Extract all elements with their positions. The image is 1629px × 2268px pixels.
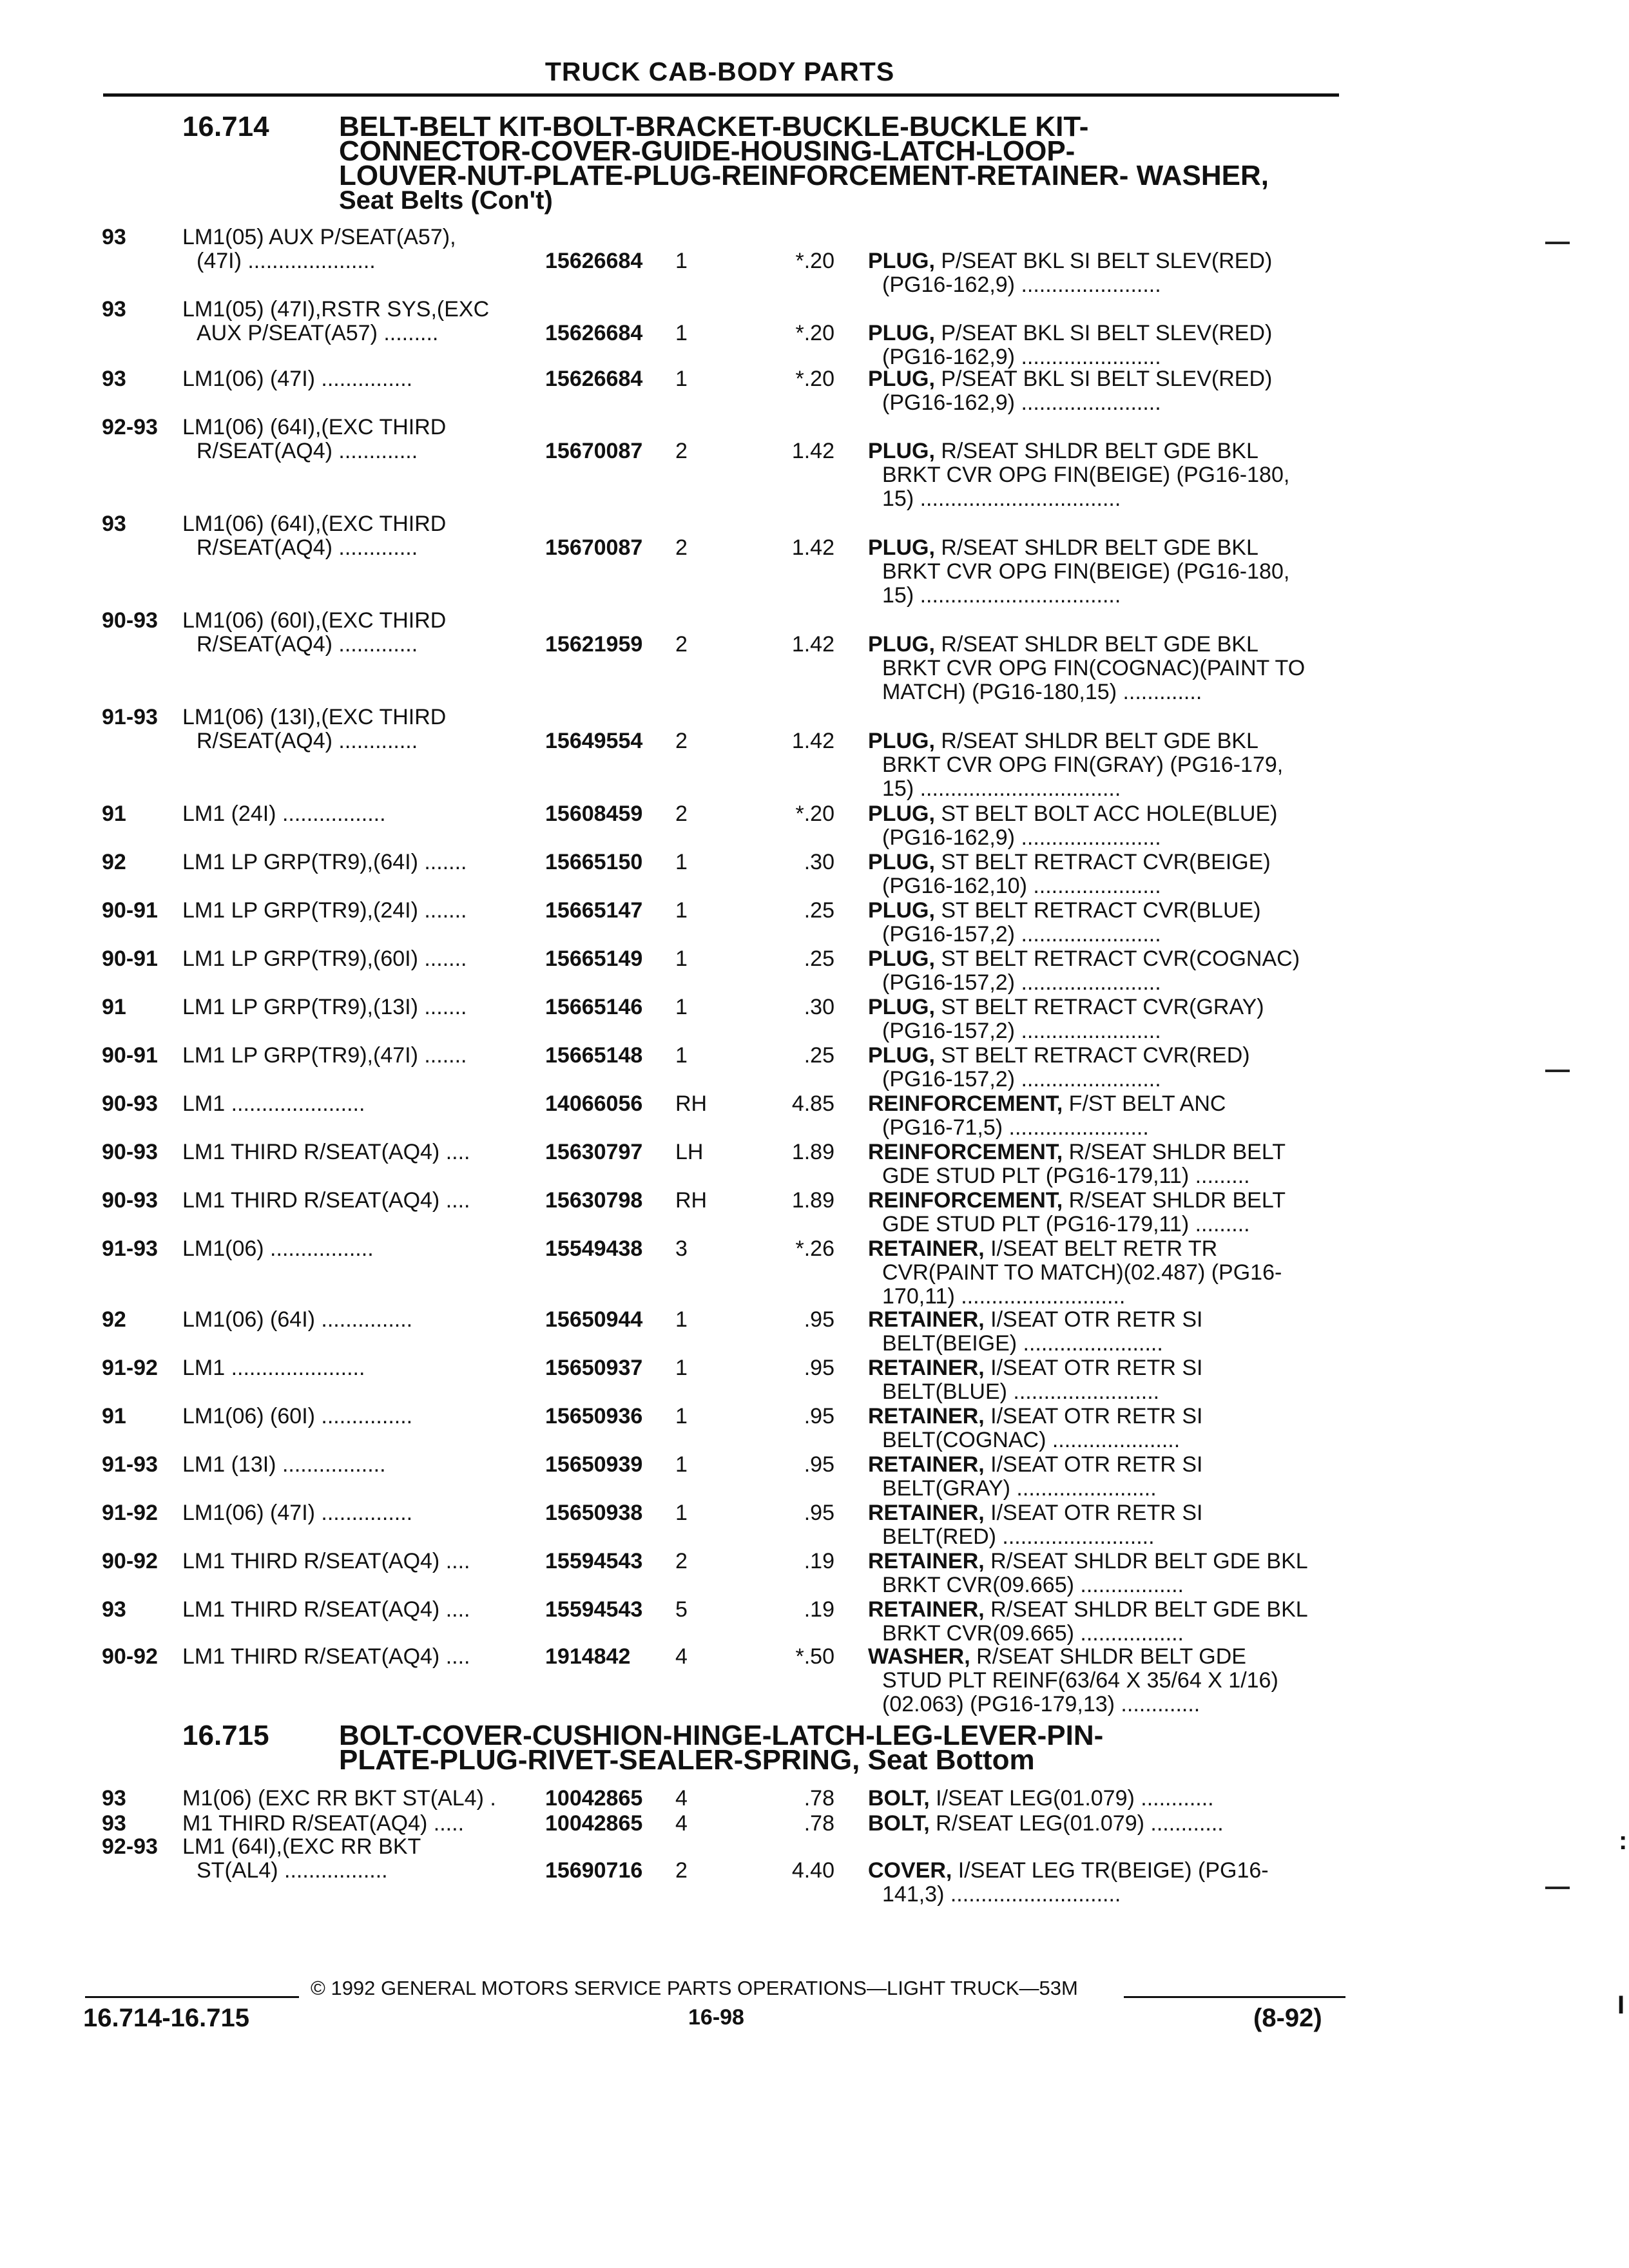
part-number: 15630797 (545, 1140, 643, 1164)
application-text: LM1 LP GRP(TR9),(60I) ....... (182, 947, 467, 971)
model-years: 92-93 (102, 415, 158, 439)
description-line: (02.063) (PG16-179,13) ............. (882, 1692, 1200, 1716)
quantity: 1 (675, 995, 688, 1019)
description-line: BRKT CVR(09.665) ................. (882, 1573, 1184, 1597)
part-name: PLUG, (868, 850, 935, 874)
section-title-line: LOUVER-NUT-PLATE-PLUG-REINFORCEMENT-RETAINER- WASHER, (339, 160, 1269, 191)
price: *.20 (795, 249, 834, 273)
model-years: 93 (102, 367, 126, 391)
part-description (868, 1356, 1338, 1404)
description-line: I/SEAT OTR RETR SI (984, 1452, 1203, 1477)
application-text: LM1 THIRD R/SEAT(AQ4) .... (182, 1140, 470, 1164)
quantity: LH (675, 1140, 704, 1164)
part-description (868, 850, 1338, 898)
page-header-title: TRUCK CAB-BODY PARTS (545, 57, 895, 86)
quantity: 1 (675, 367, 688, 391)
price: .30 (804, 995, 834, 1019)
part-name: PLUG, (868, 729, 935, 753)
description-line: (PG16-162,9) ....................... (882, 345, 1161, 369)
model-years: 91 (102, 802, 126, 826)
price: .95 (804, 1452, 834, 1477)
price: .78 (804, 1811, 834, 1836)
description-line: R/SEAT SHLDR BELT GDE BKL (984, 1597, 1308, 1622)
footer-copyright: © 1992 GENERAL MOTORS SERVICE PARTS OPERATIONS—LIGHT TRUCK—53M (311, 1977, 1078, 1999)
application-text: LM1 THIRD R/SEAT(AQ4) .... (182, 1597, 470, 1622)
price: .95 (804, 1307, 834, 1332)
application-text: LM1 LP GRP(TR9),(13I) ....... (182, 995, 467, 1019)
part-description (868, 1812, 1338, 1836)
quantity: 5 (675, 1597, 688, 1622)
part-description (868, 1092, 1338, 1140)
part-name: RETAINER, (868, 1597, 985, 1622)
part-name: PLUG, (868, 802, 935, 826)
application-text: M1 THIRD R/SEAT(AQ4) ..... (182, 1811, 465, 1836)
description-line: (PG16-162,10) ..................... (882, 874, 1161, 898)
margin-mark (1545, 1070, 1570, 1072)
description-line: I/SEAT LEG TR(BEIGE) (PG16- (952, 1858, 1269, 1883)
description-line: (PG16-71,5) ....................... (882, 1115, 1149, 1140)
part-description (868, 1140, 1338, 1188)
model-years: 91 (102, 995, 126, 1019)
application-text: LM1 ...................... (182, 1356, 365, 1380)
part-description (868, 802, 1338, 850)
description-line: BRKT CVR OPG FIN(GRAY) (PG16-179, (882, 753, 1284, 777)
part-description (868, 1044, 1338, 1091)
part-description (868, 1237, 1338, 1309)
description-line: R/SEAT SHLDR BELT GDE BKL (934, 632, 1258, 657)
description-line: ST BELT RETRACT CVR(BEIGE) (934, 850, 1271, 874)
model-years: 93 (102, 512, 126, 536)
quantity: 2 (675, 439, 688, 463)
part-description (868, 633, 1338, 704)
description-line: ST BELT RETRACT CVR(BLUE) (934, 898, 1261, 923)
part-description (868, 1550, 1338, 1597)
part-number: 15665150 (545, 850, 643, 874)
part-name: RETAINER, (868, 1356, 985, 1380)
part-number: 15549438 (545, 1236, 643, 1261)
part-name: RETAINER, (868, 1501, 985, 1525)
part-name: PLUG, (868, 995, 935, 1019)
footer-section-range: 16.714-16.715 (83, 2004, 250, 2032)
part-description (868, 1645, 1338, 1716)
part-description (868, 439, 1338, 511)
quantity: 2 (675, 802, 688, 826)
description-line: 15) ................................. (882, 486, 1121, 511)
description-line: (PG16-157,2) ....................... (882, 1019, 1161, 1043)
application-text: LM1 (24I) ................. (182, 802, 386, 826)
part-description (868, 1787, 1338, 1811)
quantity: 1 (675, 1307, 688, 1332)
description-line: R/SEAT SHLDR BELT GDE (970, 1644, 1246, 1669)
part-name: PLUG, (868, 367, 935, 391)
model-years: 93 (102, 1786, 126, 1811)
model-years: 90-93 (102, 1091, 158, 1116)
description-line: BELT(BLUE) ........................ (882, 1379, 1160, 1404)
quantity: 1 (675, 1404, 688, 1428)
section-number: 16.714 (182, 111, 269, 142)
price: 1.42 (791, 439, 834, 463)
header-rule (103, 93, 1339, 97)
quantity: RH (675, 1091, 708, 1116)
description-line: GDE STUD PLT (PG16-179,11) ......... (882, 1164, 1250, 1188)
quantity: 4 (675, 1786, 688, 1811)
price: *.50 (795, 1644, 834, 1669)
model-years: 92-93 (102, 1834, 158, 1859)
description-line: R/SEAT LEG(01.079) ............ (929, 1811, 1224, 1836)
part-description (868, 536, 1338, 608)
part-description (868, 1598, 1338, 1646)
quantity: 2 (675, 535, 688, 560)
part-number: 15665148 (545, 1043, 643, 1068)
part-description (868, 1308, 1338, 1356)
part-description (868, 367, 1338, 415)
quantity: 4 (675, 1644, 688, 1669)
price: 4.85 (791, 1091, 834, 1116)
part-number: 14066056 (545, 1091, 643, 1116)
application-text: LM1(06) (64I),(EXC THIRD (182, 415, 447, 439)
part-description (868, 899, 1338, 947)
model-years: 90-93 (102, 608, 158, 633)
part-name: REINFORCEMENT, (868, 1188, 1063, 1213)
model-years: 90-93 (102, 1188, 158, 1213)
description-line: ST BELT RETRACT CVR(GRAY) (934, 995, 1264, 1019)
quantity: RH (675, 1188, 708, 1213)
part-name: PLUG, (868, 321, 935, 345)
part-name: REINFORCEMENT, (868, 1140, 1063, 1164)
quantity: 1 (675, 1452, 688, 1477)
application-text: LM1 ...................... (182, 1091, 365, 1116)
description-line: P/SEAT BKL SI BELT SLEV(RED) (934, 321, 1273, 345)
application-text: LM1(06) (60I),(EXC THIRD (182, 608, 447, 633)
price: .25 (804, 947, 834, 971)
description-line: 15) ................................. (882, 583, 1121, 608)
model-years: 90-91 (102, 947, 158, 971)
part-number: 15665149 (545, 947, 643, 971)
part-name: RETAINER, (868, 1549, 985, 1573)
edge-mark: I (1617, 1991, 1625, 2019)
description-line: STUD PLT REINF(63/64 X 35/64 X 1/16) (882, 1668, 1278, 1693)
part-number: 15594543 (545, 1597, 643, 1622)
quantity: 1 (675, 947, 688, 971)
part-number: 15665146 (545, 995, 643, 1019)
description-line: BELT(GRAY) ....................... (882, 1476, 1157, 1501)
model-years: 93 (102, 1811, 126, 1836)
part-description (868, 1453, 1338, 1501)
quantity: 1 (675, 1356, 688, 1380)
part-name: WASHER, (868, 1644, 970, 1669)
part-number: 15670087 (545, 439, 643, 463)
description-line: ST BELT RETRACT CVR(COGNAC) (934, 947, 1300, 971)
quantity: 2 (675, 1549, 688, 1573)
part-name: RETAINER, (868, 1307, 985, 1332)
application-text: R/SEAT(AQ4) ............. (197, 729, 418, 753)
part-name: RETAINER, (868, 1404, 985, 1428)
part-number: 15665147 (545, 898, 643, 923)
price: .30 (804, 850, 834, 874)
model-years: 93 (102, 297, 126, 322)
price: .78 (804, 1786, 834, 1811)
part-description (868, 995, 1338, 1043)
application-text: R/SEAT(AQ4) ............. (197, 439, 418, 463)
part-number: 1914842 (545, 1644, 631, 1669)
description-line: BELT(RED) ......................... (882, 1524, 1155, 1549)
description-line: I/SEAT OTR RETR SI (984, 1356, 1203, 1380)
model-years: 92 (102, 1307, 126, 1332)
description-line: R/SEAT SHLDR BELT GDE BKL (934, 729, 1258, 753)
description-line: R/SEAT SHLDR BELT GDE BKL (934, 439, 1258, 463)
description-line: BRKT CVR OPG FIN(BEIGE) (PG16-180, (882, 463, 1290, 487)
part-number: 10042865 (545, 1811, 643, 1836)
price: .19 (804, 1549, 834, 1573)
model-years: 91-93 (102, 1236, 158, 1261)
model-years: 93 (102, 1597, 126, 1622)
part-number: 15630798 (545, 1188, 643, 1213)
application-text: LM1(06) (64I) ............... (182, 1307, 413, 1332)
footer-rule-left (85, 1996, 299, 1998)
quantity: 2 (675, 729, 688, 753)
part-name: PLUG, (868, 535, 935, 560)
part-number: 10042865 (545, 1786, 643, 1811)
part-number: 15594543 (545, 1549, 643, 1573)
part-number: 15649554 (545, 729, 643, 753)
description-line: BRKT CVR(09.665) ................. (882, 1621, 1184, 1646)
description-line: (PG16-157,2) ....................... (882, 970, 1161, 995)
part-description (868, 1859, 1338, 1907)
description-line: R/SEAT SHLDR BELT (1063, 1188, 1286, 1213)
part-name: PLUG, (868, 439, 935, 463)
part-number: 15621959 (545, 632, 643, 657)
model-years: 91-92 (102, 1501, 158, 1525)
application-text: LM1(06) (60I) ............... (182, 1404, 413, 1428)
description-line: I/SEAT OTR RETR SI (984, 1404, 1203, 1428)
section-title-line: BOLT-COVER-CUSHION-HINGE-LATCH-LEG-LEVER-PIN- (339, 1720, 1104, 1751)
footer-rule-right (1124, 1996, 1345, 1998)
section-title-line: BELT-BELT KIT-BOLT-BRACKET-BUCKLE-BUCKLE KIT- (339, 111, 1089, 142)
part-name: REINFORCEMENT, (868, 1091, 1063, 1116)
model-years: 90-91 (102, 898, 158, 923)
part-description (868, 729, 1338, 801)
price: 4.40 (791, 1858, 834, 1883)
description-line: ST BELT BOLT ACC HOLE(BLUE) (934, 802, 1278, 826)
price: 1.42 (791, 535, 834, 560)
application-text: LM1 (13I) ................. (182, 1452, 386, 1477)
application-text: LM1(06) (47I) ............... (182, 1501, 413, 1525)
model-years: 90-93 (102, 1140, 158, 1164)
part-number: 15650936 (545, 1404, 643, 1428)
model-years: 92 (102, 850, 126, 874)
section-title-line: Seat Belts (Con't) (339, 186, 553, 215)
description-line: I/SEAT BELT RETR TR (984, 1236, 1218, 1261)
price: 1.42 (791, 632, 834, 657)
description-line: (PG16-157,2) ....................... (882, 922, 1161, 947)
model-years: 93 (102, 225, 126, 249)
description-line: I/SEAT OTR RETR SI (984, 1307, 1203, 1332)
price: 1.89 (791, 1188, 834, 1213)
quantity: 1 (675, 249, 688, 273)
price: .19 (804, 1597, 834, 1622)
description-line: ST BELT RETRACT CVR(RED) (934, 1043, 1250, 1068)
description-line: P/SEAT BKL SI BELT SLEV(RED) (934, 249, 1273, 273)
part-name: PLUG, (868, 898, 935, 923)
application-text: (47I) ..................... (197, 249, 376, 273)
part-number: 15626684 (545, 249, 643, 273)
application-text: LM1(06) (13I),(EXC THIRD (182, 705, 447, 729)
application-text: R/SEAT(AQ4) ............. (197, 535, 418, 560)
price: .25 (804, 898, 834, 923)
description-line: R/SEAT SHLDR BELT GDE BKL (984, 1549, 1308, 1573)
description-line: 15) ................................. (882, 776, 1121, 801)
quantity: 1 (675, 850, 688, 874)
description-line: I/SEAT LEG(01.079) ............ (929, 1786, 1214, 1811)
part-number: 15690716 (545, 1858, 643, 1883)
footer-date: (8-92) (1253, 2004, 1322, 2032)
price: .25 (804, 1043, 834, 1068)
quantity: 1 (675, 1043, 688, 1068)
model-years: 91 (102, 1404, 126, 1428)
price: .95 (804, 1356, 834, 1380)
part-name: PLUG, (868, 249, 935, 273)
part-number: 15626684 (545, 367, 643, 391)
price: *.20 (795, 802, 834, 826)
part-name: BOLT, (868, 1786, 930, 1811)
part-description (868, 947, 1338, 995)
section-title-line: CONNECTOR-COVER-GUIDE-HOUSING-LATCH-LOOP- (339, 135, 1075, 167)
description-line: (PG16-157,2) ....................... (882, 1067, 1161, 1091)
application-text: LM1 THIRD R/SEAT(AQ4) .... (182, 1644, 470, 1669)
part-number: 15670087 (545, 535, 643, 560)
description-line: BRKT CVR OPG FIN(BEIGE) (PG16-180, (882, 559, 1290, 584)
part-description (868, 1501, 1338, 1549)
price: *.26 (795, 1236, 834, 1261)
margin-mark (1545, 242, 1570, 244)
footer-page-number: 16-98 (688, 2005, 744, 2030)
part-number: 15650938 (545, 1501, 643, 1525)
part-name: PLUG, (868, 947, 935, 971)
application-text: R/SEAT(AQ4) ............. (197, 632, 418, 657)
description-line: P/SEAT BKL SI BELT SLEV(RED) (934, 367, 1273, 391)
description-line: (PG16-162,9) ....................... (882, 273, 1161, 297)
model-years: 91-93 (102, 1452, 158, 1477)
part-description (868, 1189, 1338, 1236)
application-text: LM1 (64I),(EXC RR BKT (182, 1834, 421, 1859)
model-years: 91-93 (102, 705, 158, 729)
section-number: 16.715 (182, 1720, 269, 1751)
application-text: LM1(06) (64I),(EXC THIRD (182, 512, 447, 536)
description-line: (PG16-162,9) ....................... (882, 390, 1161, 415)
application-text: LM1(05) AUX P/SEAT(A57), (182, 225, 456, 249)
quantity: 2 (675, 1858, 688, 1883)
part-number: 15650944 (545, 1307, 643, 1332)
part-description (868, 249, 1338, 297)
description-line: BRKT CVR OPG FIN(COGNAC)(PAINT TO (882, 656, 1306, 680)
application-text: AUX P/SEAT(A57) ......... (197, 321, 439, 345)
description-line: 170,11) ........................... (882, 1284, 1126, 1309)
application-text: LM1(05) (47I),RSTR SYS,(EXC (182, 297, 490, 322)
edge-mark: : (1619, 1827, 1628, 1855)
application-text: M1(06) (EXC RR BKT ST(AL4) . (182, 1786, 496, 1811)
model-years: 90-92 (102, 1549, 158, 1573)
description-line: BELT(BEIGE) ....................... (882, 1331, 1163, 1356)
model-years: 90-92 (102, 1644, 158, 1669)
part-name: BOLT, (868, 1811, 930, 1836)
section-title-line: PLATE-PLUG-RIVET-SEALER-SPRING, Seat Bottom (339, 1744, 1035, 1776)
application-text: LM1 LP GRP(TR9),(47I) ....... (182, 1043, 467, 1068)
price: 1.89 (791, 1140, 834, 1164)
application-text: ST(AL4) ................. (197, 1858, 388, 1883)
part-number: 15608459 (545, 802, 643, 826)
model-years: 90-91 (102, 1043, 158, 1068)
quantity: 1 (675, 898, 688, 923)
price: .95 (804, 1404, 834, 1428)
quantity: 3 (675, 1236, 688, 1261)
part-description (868, 322, 1338, 369)
part-number: 15626684 (545, 321, 643, 345)
description-line: BELT(COGNAC) ..................... (882, 1428, 1181, 1452)
description-line: MATCH) (PG16-180,15) ............. (882, 680, 1202, 704)
application-text: LM1 LP GRP(TR9),(64I) ....... (182, 850, 467, 874)
price: 1.42 (791, 729, 834, 753)
part-name: PLUG, (868, 1043, 935, 1068)
description-line: I/SEAT OTR RETR SI (984, 1501, 1203, 1525)
description-line: GDE STUD PLT (PG16-179,11) ......... (882, 1212, 1250, 1236)
quantity: 4 (675, 1811, 688, 1836)
description-line: (PG16-162,9) ....................... (882, 825, 1161, 850)
part-description (868, 1405, 1338, 1452)
application-text: LM1 THIRD R/SEAT(AQ4) .... (182, 1188, 470, 1213)
quantity: 1 (675, 321, 688, 345)
application-text: LM1(06) (47I) ............... (182, 367, 413, 391)
price: *.20 (795, 321, 834, 345)
model-years: 91-92 (102, 1356, 158, 1380)
part-name: RETAINER, (868, 1236, 985, 1261)
price: .95 (804, 1501, 834, 1525)
description-line: CVR(PAINT TO MATCH)(02.487) (PG16- (882, 1260, 1282, 1285)
part-number: 15650939 (545, 1452, 643, 1477)
description-line: R/SEAT SHLDR BELT (1063, 1140, 1286, 1164)
price: *.20 (795, 367, 834, 391)
description-line: F/ST BELT ANC (1063, 1091, 1226, 1116)
quantity: 2 (675, 632, 688, 657)
description-line: R/SEAT SHLDR BELT GDE BKL (934, 535, 1258, 560)
application-text: LM1 THIRD R/SEAT(AQ4) .... (182, 1549, 470, 1573)
part-name: COVER, (868, 1858, 952, 1883)
quantity: 1 (675, 1501, 688, 1525)
part-name: PLUG, (868, 632, 935, 657)
margin-mark (1545, 1887, 1570, 1889)
part-number: 15650937 (545, 1356, 643, 1380)
application-text: LM1(06) ................. (182, 1236, 374, 1261)
application-text: LM1 LP GRP(TR9),(24I) ....... (182, 898, 467, 923)
description-line: 141,3) ............................ (882, 1882, 1121, 1907)
part-name: RETAINER, (868, 1452, 985, 1477)
